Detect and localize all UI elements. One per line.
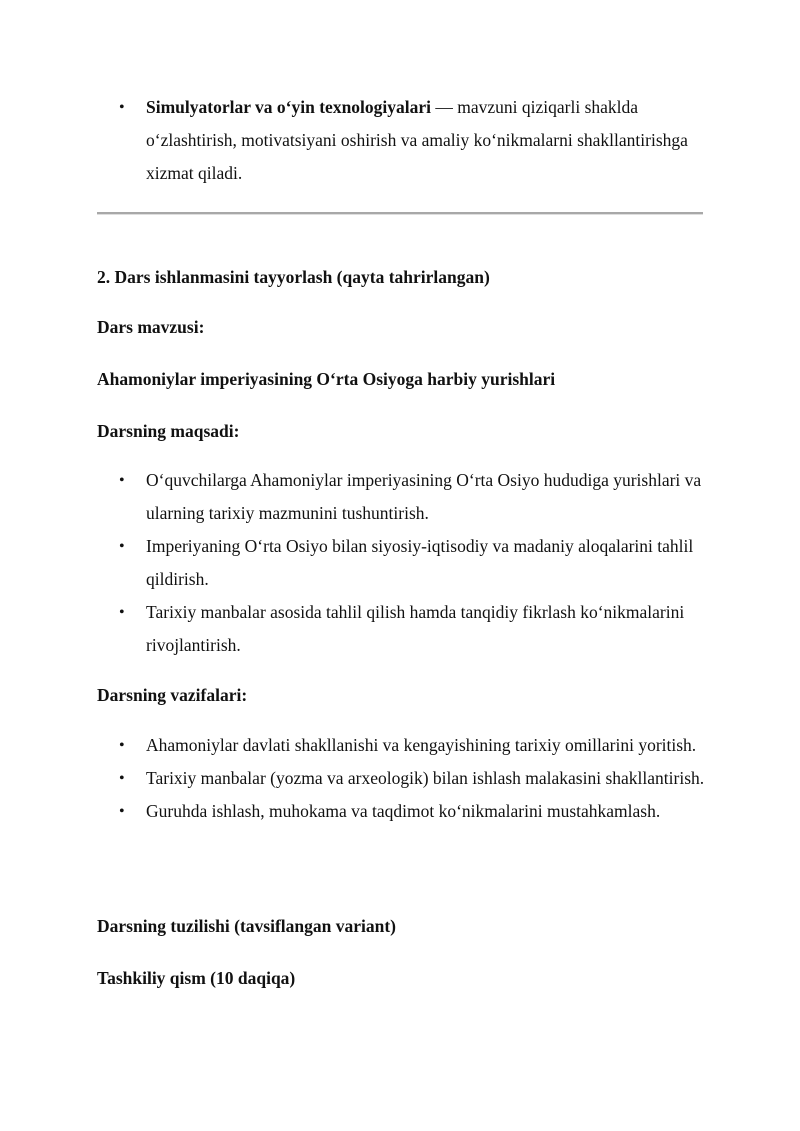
intro-bullet-list xyxy=(0,91,706,190)
tasks-list xyxy=(0,729,746,828)
topic-label: Dars mavzusi: xyxy=(97,317,205,337)
list-item xyxy=(0,762,706,795)
lesson-topic: Ahamoniylar imperiyasining O‘rta Osiyoga harbiy yurishlari xyxy=(97,369,556,389)
task-text: Ahamoniylar davlati shakllanishi va kengayishining tarixiy omillarini yoritish. xyxy=(146,735,697,755)
task-text: Guruhda ishlash, muhokama va taqdimot ko‘nikmalarini mustahkamlash. xyxy=(146,801,661,821)
list-item xyxy=(0,530,706,596)
list-item xyxy=(0,464,706,530)
goals-list xyxy=(0,464,706,662)
goal-text: Imperiyaning O‘rta Osiyo bilan siyosiy-iqtisodiy va madaniy aloqalarini tahlil qildirish. xyxy=(146,536,694,589)
bullet-icon: • xyxy=(119,737,125,754)
goal-text: Tarixiy manbalar asosida tahlil qilish hamda tanqidiy fikrlash ko‘nikmalarini rivojlantirish. xyxy=(146,602,685,655)
org-part-label: Tashkiliy qism (10 daqiqa) xyxy=(97,968,296,988)
list-item xyxy=(0,596,706,662)
task-text: Tarixiy manbalar (yozma va arxeologik) bilan ishlash malakasini shakllantirish. xyxy=(146,768,705,788)
bullet-icon: • xyxy=(119,99,125,116)
bullet-icon: • xyxy=(119,803,125,820)
structure-label: Darsning tuzilishi (tavsiflangan variant) xyxy=(97,916,396,936)
list-item xyxy=(0,795,746,828)
em-dash: — xyxy=(431,97,458,117)
section-title: 2. Dars ishlanmasini tayyorlash (qayta tahrirlangan) xyxy=(97,267,490,287)
bullet-icon: • xyxy=(119,770,125,787)
bullet-icon: • xyxy=(119,472,125,489)
bullet-icon: • xyxy=(119,604,125,621)
tasks-label: Darsning vazifalari: xyxy=(97,685,248,705)
bullet-icon: • xyxy=(119,538,125,555)
goal-text: O‘quvchilarga Ahamoniylar imperiyasining O‘rta Osiyo hududiga yurishlari va ularning tarixiy mazmunini tushuntirish. xyxy=(146,470,702,523)
simulators-description: mavzuni qiziqarli shaklda o‘zlashtirish, motivatsiyani oshirish va amaliy ko‘nikmalarni shakllantirishga xizmat qiladi. xyxy=(146,97,688,183)
list-item xyxy=(0,91,706,190)
goal-label: Darsning maqsadi: xyxy=(97,421,240,441)
simulators-term: Simulyatorlar va o‘yin texnologiyalari xyxy=(146,97,432,117)
horizontal-divider xyxy=(97,212,703,215)
list-item xyxy=(0,729,706,762)
